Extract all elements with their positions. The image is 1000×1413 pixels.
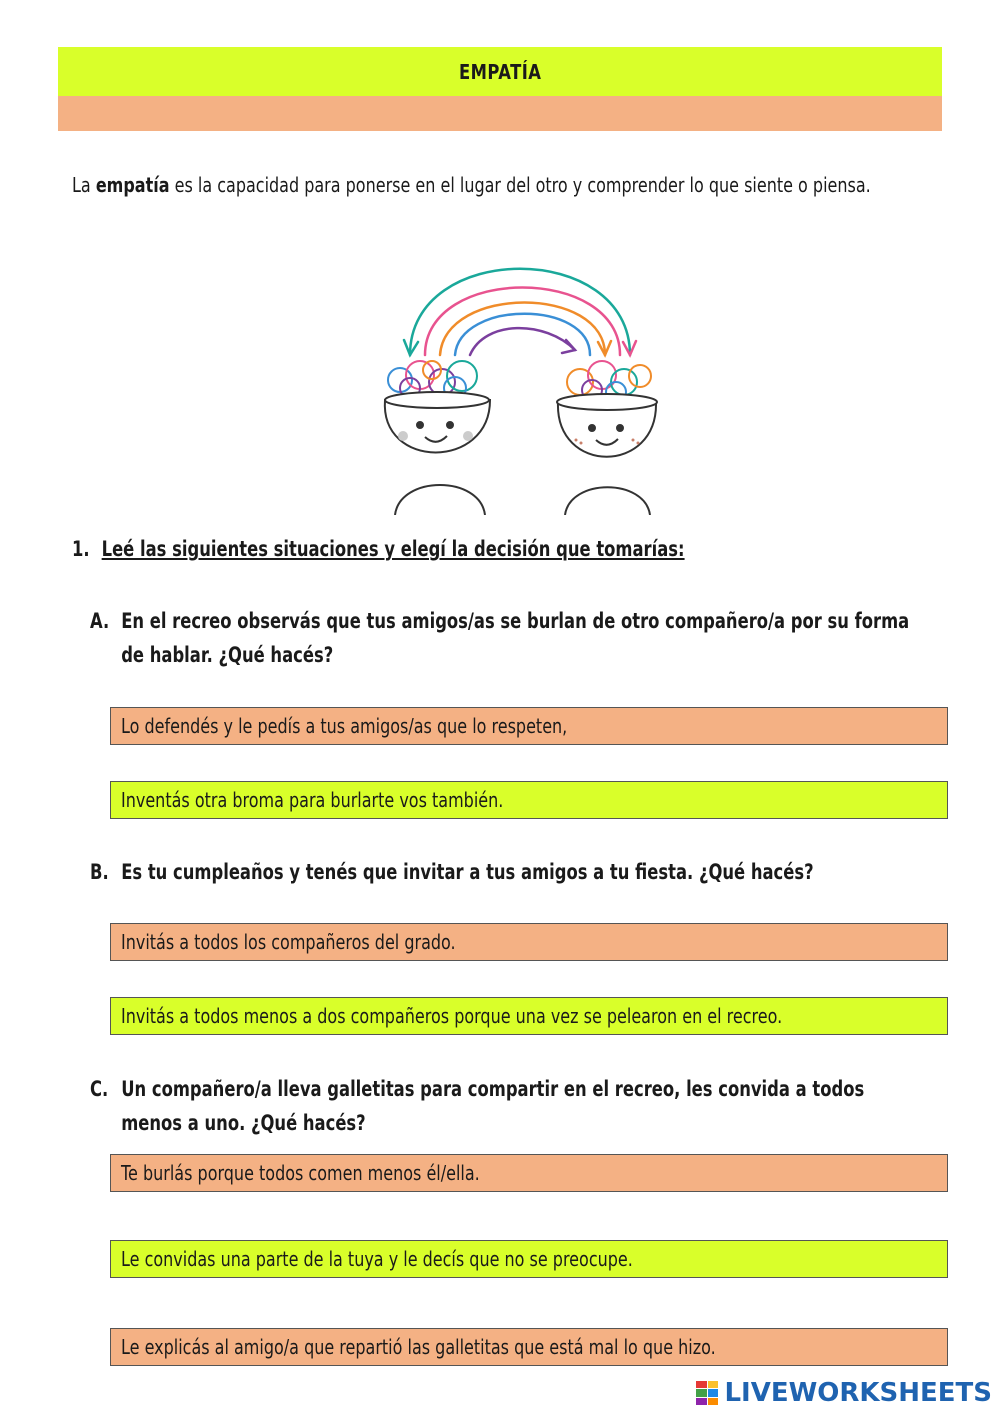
situation-letter: B. (90, 860, 109, 884)
left-child (385, 392, 490, 515)
option-label: Invitás a todos los compañeros del grado. (121, 930, 456, 954)
intro-term: empatía (95, 173, 170, 197)
option-b2[interactable] (110, 997, 948, 1035)
rainbow-arrows (404, 269, 636, 355)
option-c2[interactable] (110, 1240, 948, 1278)
situation-letter: A. (90, 609, 110, 633)
liveworksheets-logo (696, 1378, 992, 1408)
title-bar (58, 47, 942, 96)
situation-text: Un compañero/a lleva galletitas para compartir en el recreo, les convida a todos menos a uno. ¿Qué hacés? (121, 1077, 865, 1135)
option-label: Invitás a todos menos a dos compañeros porque una vez se pelearon en el recreo. (121, 1004, 783, 1028)
instruction-heading (72, 537, 685, 561)
option-a2[interactable] (110, 781, 948, 819)
page-title: EMPATÍA (458, 59, 542, 84)
situation-c (90, 1072, 917, 1140)
situation-letter: C. (90, 1077, 109, 1101)
right-child (557, 394, 657, 515)
option-b1[interactable] (110, 923, 948, 961)
intro-paragraph (72, 170, 871, 200)
situation-a (90, 604, 917, 672)
situation-text: En el recreo observás que tus amigos/as se burlan de otro compañero/a por su forma de hablar. ¿Qué hacés? (121, 609, 910, 667)
intro-prefix: La (72, 173, 96, 197)
option-a1[interactable] (110, 707, 948, 745)
title-underbar (58, 96, 942, 131)
brand-name: LIVEWORKSHEETS (724, 1378, 992, 1408)
option-c3[interactable] (110, 1328, 948, 1366)
option-label: Le explicás al amigo/a que repartió las galletitas que está mal lo que hizo. (121, 1335, 716, 1359)
option-label: Lo defendés y le pedís a tus amigos/as que lo respeten, (121, 714, 568, 738)
option-label: Te burlás porque todos comen menos él/ella. (121, 1161, 480, 1185)
intro-rest: es la capacidad para ponerse en el lugar del otro y comprender lo que siente o piensa. (169, 173, 871, 197)
instruction-number: 1. (72, 537, 90, 561)
instruction-text: Leé las siguientes situaciones y elegí la decisión que tomarías: (101, 537, 685, 561)
situation-b (90, 855, 917, 889)
empathy-illustration (370, 240, 670, 515)
situation-text: Es tu cumpleaños y tenés que invitar a tus amigos a tu fiesta. ¿Qué hacés? (121, 860, 814, 884)
option-c1[interactable] (110, 1154, 948, 1192)
liveworksheets-logo-icon (696, 1381, 718, 1405)
option-label: Inventás otra broma para burlarte vos también. (121, 788, 504, 812)
option-label: Le convidas una parte de la tuya y le decís que no se preocupe. (121, 1247, 633, 1271)
